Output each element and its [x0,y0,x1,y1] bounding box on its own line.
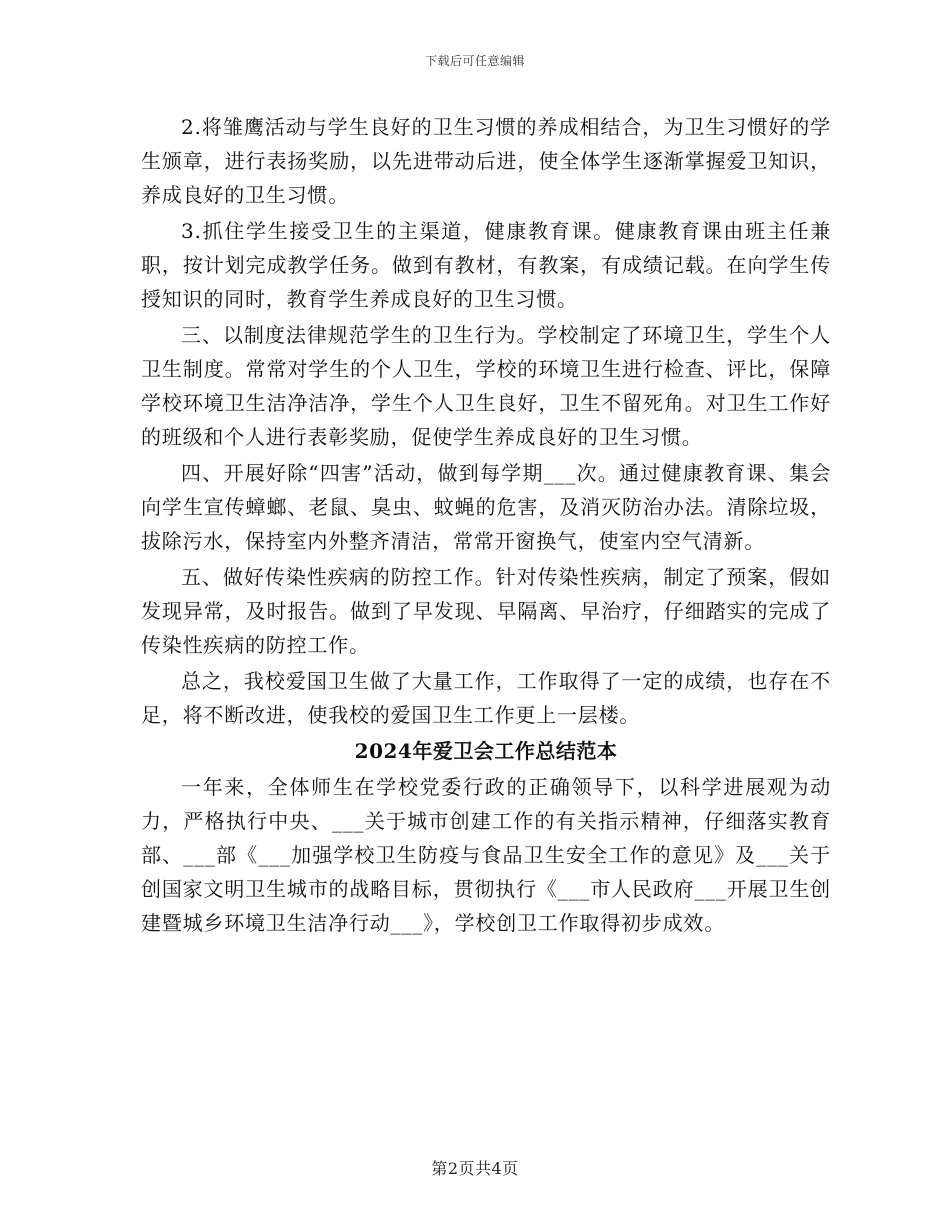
page-header: 下载后可任意编辑 [424,54,525,68]
document-body [141,110,831,942]
paragraph-section-five-disease-control: 五、做好传染性疾病的防控工作。针对传染性疾病，制定了预案，假如发现异常，及时报告。做到了早发现、早隔离、早治疗，仔细踏实的完成了传染性疾病的防控工作。 [141,565,831,657]
paragraph-conclusion: 总之，我校爱国卫生做了大量工作，工作取得了一定的成绩，也存在不足，将不断改进，使我校的爱国卫生工作更上一层楼。 [141,669,831,727]
paragraph-section-intro: 一年来，全体师生在学校党委行政的正确领导下，以科学进展观为动力，严格执行中央、___关于城市创建工作的有关指示精神，仔细落实教育部、___部《___加强学校卫生防疫与食品卫生安全工作的意见》及___关于创国家文明卫生城市的战略目标，贯彻执行《___市人民政府___开展卫生创建暨城乡环境卫生洁净行动___》，学校创卫工作取得初步成效。 [141,775,831,935]
paragraph-health-education-class: 3.抓住学生接受卫生的主渠道，健康教育课。健康教育课由班主任兼职，按计划完成教学任务。做到有教材，有教案，有成绩记载。在向学生传授知识的同时，教育学生养成良好的卫生习惯。 [141,219,831,311]
paragraph-rules-eagle-activity: 2.将雏鹰活动与学生良好的卫生习惯的养成相结合，为卫生习惯好的学生颁章，进行表扬奖励，以先进带动后进，使全体学生逐渐掌握爱卫知识，养成良好的卫生习惯。 [141,115,831,207]
paragraph-section-four-pests: 四、开展好除“四害”活动，做到每学期___次。通过健康教育课、集会向学生宣传蟑螂、老鼠、臭虫、蚊蝇的危害，及消灭防治办法。清除垃圾，拔除污水，保持室内外整齐清洁，常常开窗换气，使室内空气清新。 [141,461,831,553]
page-number-footer: 第2页共4页 [431,1159,519,1178]
paragraph-section-three-regulation: 三、以制度法律规范学生的卫生行为。学校制定了环境卫生，学生个人卫生制度。常常对学生的个人卫生，学校的环境卫生进行检查、评比，保障学校环境卫生洁净洁净，学生个人卫生良好，卫生不留死角。对卫生工作好的班级和个人进行表彰奖励，促使学生养成良好的卫生习惯。 [141,323,831,449]
section-title: 2024年爱卫会工作总结范本 [354,739,618,763]
